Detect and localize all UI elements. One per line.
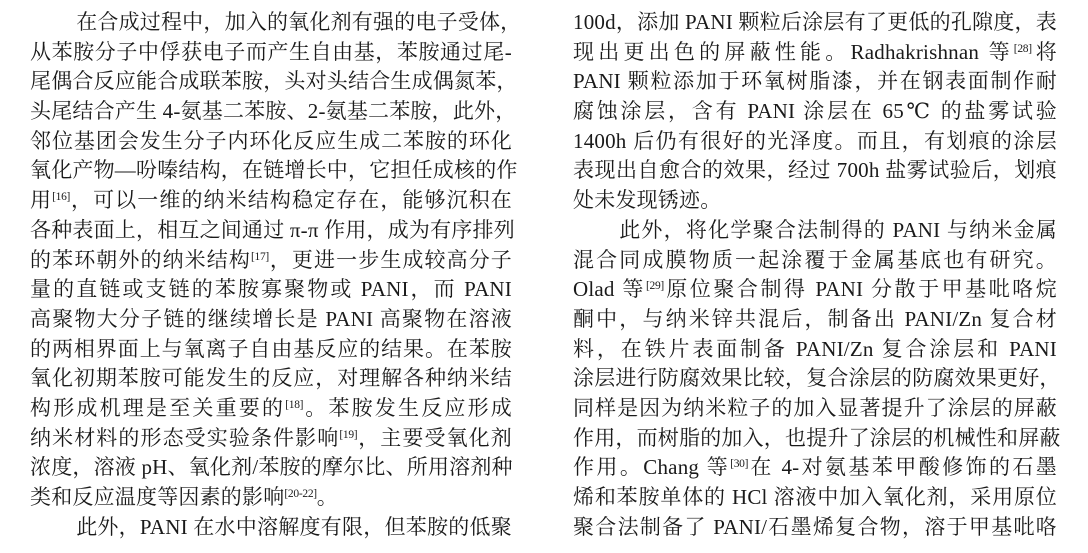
text-line: 在合成过程中，加入的氧化剂有强的电子受体， xyxy=(76,10,522,34)
text-line: 烯和苯胺单体的 HCl 溶液中加入氧化剂，采用原位 xyxy=(573,485,1057,509)
citation-ref: [28] xyxy=(1013,42,1032,55)
text-line: 表现出自愈合的效果，经过 700h 盐雾试验后，划痕 xyxy=(573,158,1057,183)
text-line: 的两相界面上与氧离子自由基反应的结果。在苯胺 xyxy=(30,336,512,361)
text-line: 邻位基团会发生分子内环化反应生成二苯胺的环化 xyxy=(30,128,512,153)
text-line: 尾偶合反应能合成联苯胺，头对头结合生成偶氮苯， xyxy=(30,69,518,94)
text-line: PANI 颗粒添加于环氧树脂漆，并在钢表面制作耐 xyxy=(573,69,1057,94)
text-line: 涂层进行防腐效果比较，复合涂层的防腐效果更好， xyxy=(573,366,1061,391)
text-column-right xyxy=(573,8,1061,545)
text-line: 氧化产物—吩嗪结构，在链增长中，它担任成核的作 xyxy=(30,158,518,183)
text-line: 作用。Chang 等[30]在 4-对氨基苯甲酸修饰的石墨 xyxy=(573,455,1057,480)
citation-ref: [18] xyxy=(285,398,304,411)
text-line: 头尾结合产生 4-氨基二苯胺、2-氨基二苯胺，此外， xyxy=(30,99,517,124)
citation-ref: [29] xyxy=(645,280,664,293)
text-line: 料，在铁片表面制备 PANI/Zn 复合涂层和 PANI xyxy=(573,336,1057,361)
text-line: 用[16]，可以一维的纳米结构稳定存在，能够沉积在 xyxy=(30,188,513,213)
citation-ref: [16] xyxy=(52,191,71,204)
text-line: 类和反应温度等因素的影响[20-22]。 xyxy=(30,485,338,509)
text-line: 从苯胺分子中俘获电子而产生自由基，苯胺通过尾- xyxy=(30,39,512,64)
text-line: 纳米材料的形态受实验条件影响[19]，主要受氧化剂 xyxy=(30,425,512,450)
text-line: 此外，PANI 在水中溶解度有限，但苯胺的低聚 xyxy=(76,514,512,539)
text-line: 的苯环朝外的纳米结构[17]，更进一步生成较高分子 xyxy=(30,247,512,272)
text-line: 构形成机理是至关重要的[18]。苯胺发生反应形成 xyxy=(30,395,512,420)
text-line: 作用，而树脂的加入，也提升了涂层的机械性和屏蔽 xyxy=(573,425,1061,450)
text-line: 酮中，与纳米锌共混后，制备出 PANI/Zn 复合材 xyxy=(573,306,1057,331)
text-line: 100d，添加 PANI 颗粒后涂层有了更低的孔隙度，表 xyxy=(573,10,1057,34)
text-line: 聚合法制备了 PANI/石墨烯复合物，溶于甲基吡咯 xyxy=(573,514,1057,539)
text-line: 各种表面上，相互之间通过 π-π 作用，成为有序排列 xyxy=(30,217,515,242)
text-line: 腐蚀涂层，含有 PANI 涂层在 65℃ 的盐雾试验 xyxy=(573,99,1057,124)
text-line: 1400h 后仍有很好的光泽度。而且，有划痕的涂层 xyxy=(573,128,1057,153)
citation-ref: [19] xyxy=(339,428,358,441)
text-line: 氧化初期苯胺可能发生的反应，对理解各种纳米结 xyxy=(30,366,512,391)
text-line: 高聚物大分子链的继续增长是 PANI 高聚物在溶液 xyxy=(30,306,512,331)
text-line: 现出更出色的屏蔽性能。Radhakrishnan 等[28]将 xyxy=(573,39,1057,64)
text-line: 处未发现锈迹。 xyxy=(573,188,722,213)
text-line: 量的直链或支链的苯胺寡聚物或 PANI，而 PANI xyxy=(30,277,512,302)
text-line: Olad 等[29]原位聚合制得 PANI 分散于甲基吡咯烷 xyxy=(573,277,1057,302)
text-line: 同样是因为纳米粒子的加入显著提升了涂层的屏蔽 xyxy=(573,395,1057,420)
text-line: 浓度，溶液 pH、氧化剂/苯胺的摩尔比、所用溶剂种 xyxy=(30,455,513,480)
citation-ref: [17] xyxy=(250,250,269,263)
text-column-left xyxy=(30,8,522,545)
text-line: 混合同成膜物质一起涂覆于金属基底也有研究。 xyxy=(573,247,1057,272)
citation-ref: [20-22] xyxy=(284,488,317,500)
text-line: 此外，将化学聚合法制得的 PANI 与纳米金属 xyxy=(619,217,1057,242)
citation-ref: [30] xyxy=(730,458,749,471)
